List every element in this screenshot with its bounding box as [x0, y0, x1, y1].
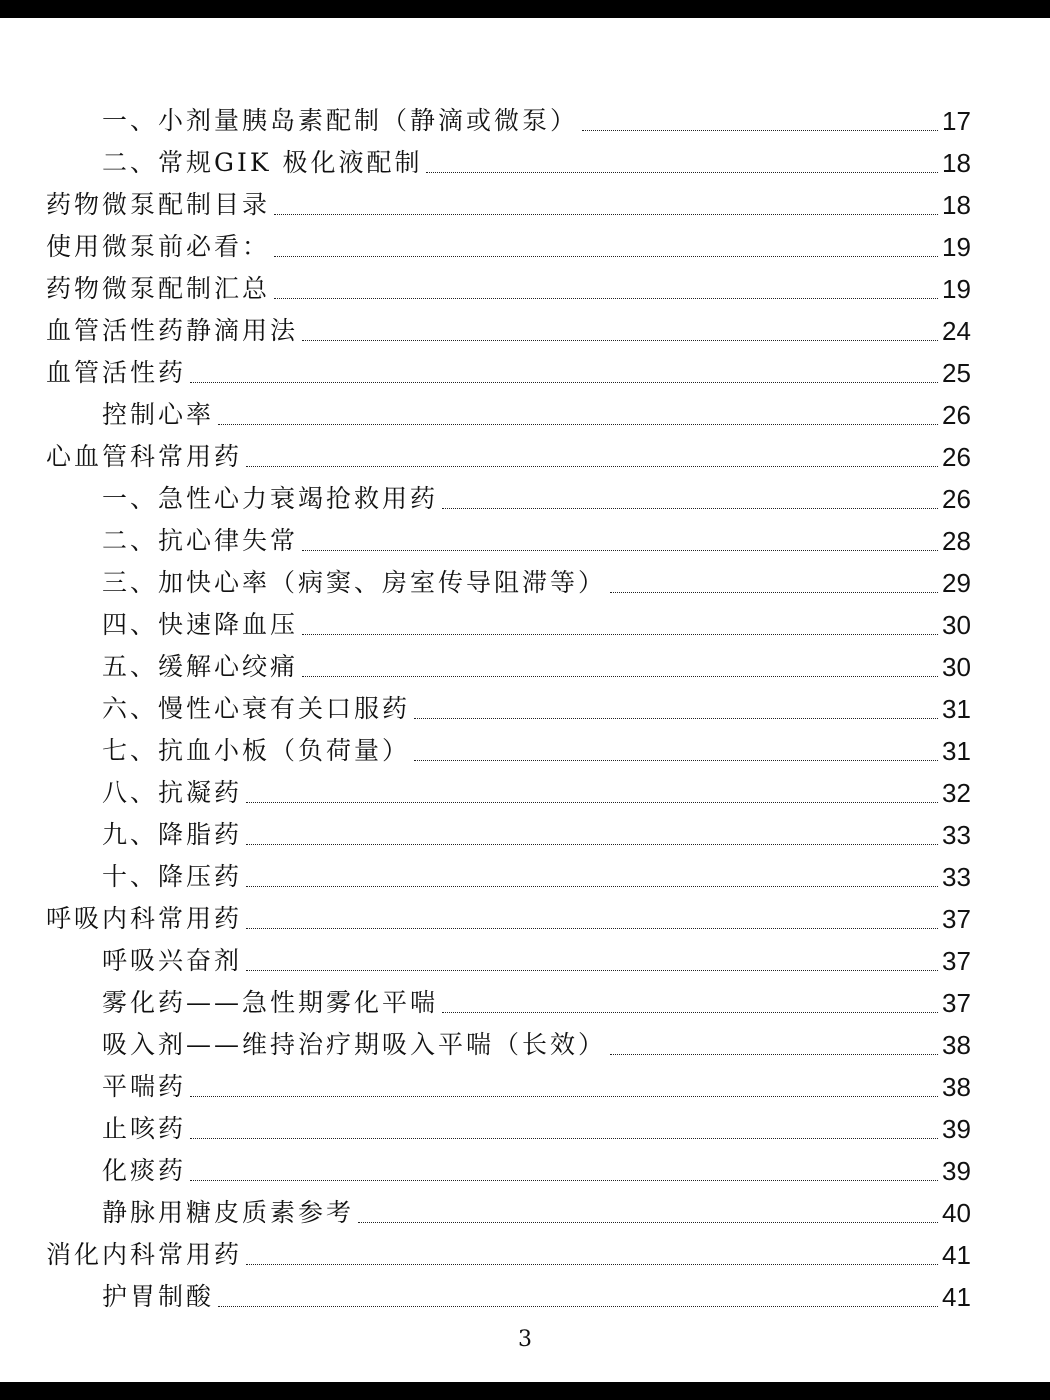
dot-leader: [190, 1179, 938, 1181]
dot-leader: [274, 255, 938, 257]
dot-leader: [190, 381, 938, 383]
toc-entry-title: 雾化药——急性期雾化平喘: [102, 988, 439, 1017]
toc-entry-page-number: 33: [942, 820, 971, 850]
toc-entry-page-number: 19: [942, 232, 971, 262]
toc-entry-page-number: 25: [942, 358, 971, 388]
toc-entry[interactable]: [0, 184, 1050, 226]
toc-entry-title: 药物微泵配制汇总: [46, 274, 271, 303]
toc-entry[interactable]: [0, 982, 1050, 1024]
toc-entry[interactable]: [0, 1192, 1050, 1234]
table-of-contents: [0, 100, 1050, 1318]
dot-leader: [246, 465, 938, 467]
toc-entry[interactable]: [0, 856, 1050, 898]
toc-entry-title: 十、降压药: [102, 862, 243, 891]
toc-entry-page-number: 38: [942, 1072, 971, 1102]
toc-entry-page-number: 38: [942, 1030, 971, 1060]
dot-leader: [246, 885, 938, 887]
toc-entry-title: 控制心率: [102, 400, 215, 429]
toc-entry-page-number: 31: [942, 736, 971, 766]
toc-entry[interactable]: [0, 772, 1050, 814]
page-number: 3: [518, 1327, 532, 1352]
dot-leader: [246, 801, 938, 803]
toc-entry[interactable]: [0, 1234, 1050, 1276]
bottom-black-bar: [0, 1382, 1050, 1400]
toc-entry-title: 呼吸内科常用药: [46, 904, 243, 933]
toc-entry[interactable]: [0, 730, 1050, 772]
toc-entry-title: 心血管科常用药: [46, 442, 243, 471]
dot-leader: [274, 297, 938, 299]
toc-entry-title: 二、常规GIK 极化液配制: [102, 148, 423, 177]
toc-entry[interactable]: [0, 1024, 1050, 1066]
toc-entry-page-number: 41: [942, 1240, 971, 1270]
dot-leader: [442, 507, 938, 509]
toc-entry[interactable]: [0, 604, 1050, 646]
toc-entry-page-number: 24: [942, 316, 971, 346]
toc-entry-title: 吸入剂——维持治疗期吸入平喘（长效）: [102, 1030, 607, 1059]
toc-entry[interactable]: [0, 688, 1050, 730]
toc-entry-page-number: 37: [942, 988, 971, 1018]
dot-leader: [414, 759, 938, 761]
dot-leader: [218, 1305, 938, 1307]
toc-entry-title: 使用微泵前必看：: [46, 232, 271, 261]
dot-leader: [302, 675, 938, 677]
toc-entry-title: 静脉用糖皮质素参考: [102, 1198, 355, 1227]
toc-entry-page-number: 18: [942, 148, 971, 178]
toc-entry-title: 一、急性心力衰竭抢救用药: [102, 484, 439, 513]
toc-entry[interactable]: [0, 520, 1050, 562]
dot-leader: [358, 1221, 938, 1223]
toc-entry-title: 三、加快心率（病窦、房室传导阻滞等）: [102, 568, 607, 597]
toc-entry-title: 止咳药: [102, 1114, 187, 1143]
toc-entry-page-number: 30: [942, 652, 971, 682]
toc-entry[interactable]: [0, 646, 1050, 688]
dot-leader: [610, 1053, 938, 1055]
toc-entry-page-number: 26: [942, 442, 971, 472]
toc-entry-page-number: 40: [942, 1198, 971, 1228]
toc-entry-page-number: 17: [942, 106, 971, 136]
toc-entry-page-number: 26: [942, 400, 971, 430]
dot-leader: [302, 633, 938, 635]
top-black-bar: [0, 0, 1050, 18]
toc-entry-title: 血管活性药静滴用法: [46, 316, 299, 345]
toc-entry-title: 护胃制酸: [102, 1282, 215, 1311]
toc-entry-page-number: 29: [942, 568, 971, 598]
toc-entry-page-number: 37: [942, 946, 971, 976]
dot-leader: [302, 549, 938, 551]
toc-entry-page-number: 37: [942, 904, 971, 934]
toc-entry-page-number: 28: [942, 526, 971, 556]
toc-entry-title: 六、慢性心衰有关口服药: [102, 694, 411, 723]
toc-entry[interactable]: [0, 562, 1050, 604]
dot-leader: [246, 927, 938, 929]
toc-entry[interactable]: [0, 898, 1050, 940]
toc-entry-title: 八、抗凝药: [102, 778, 243, 807]
dot-leader: [190, 1095, 938, 1097]
toc-entry[interactable]: [0, 1108, 1050, 1150]
dot-leader: [414, 717, 938, 719]
toc-entry[interactable]: [0, 394, 1050, 436]
toc-entry-title: 呼吸兴奋剂: [102, 946, 243, 975]
toc-entry[interactable]: [0, 142, 1050, 184]
toc-entry-title: 七、抗血小板（负荷量）: [102, 736, 411, 765]
toc-entry[interactable]: [0, 436, 1050, 478]
dot-leader: [302, 339, 938, 341]
toc-entry[interactable]: [0, 814, 1050, 856]
dot-leader: [246, 843, 938, 845]
toc-entry-page-number: 19: [942, 274, 971, 304]
toc-entry-page-number: 39: [942, 1156, 971, 1186]
toc-entry-title: 化痰药: [102, 1156, 187, 1185]
toc-entry-page-number: 26: [942, 484, 971, 514]
toc-entry-title: 二、抗心律失常: [102, 526, 299, 555]
toc-entry-page-number: 39: [942, 1114, 971, 1144]
toc-entry[interactable]: [0, 268, 1050, 310]
dot-leader: [426, 171, 938, 173]
dot-leader: [246, 969, 938, 971]
dot-leader: [610, 591, 938, 593]
toc-entry-title: 血管活性药: [46, 358, 187, 387]
toc-entry[interactable]: [0, 100, 1050, 142]
toc-entry[interactable]: [0, 1066, 1050, 1108]
toc-entry[interactable]: [0, 226, 1050, 268]
toc-entry[interactable]: [0, 352, 1050, 394]
toc-entry-page-number: 33: [942, 862, 971, 892]
toc-entry-page-number: 30: [942, 610, 971, 640]
dot-leader: [442, 1011, 938, 1013]
toc-entry[interactable]: [0, 478, 1050, 520]
toc-entry[interactable]: [0, 940, 1050, 982]
toc-entry-title: 九、降脂药: [102, 820, 243, 849]
toc-entry-title: 一、小剂量胰岛素配制（静滴或微泵）: [102, 106, 579, 135]
toc-entry[interactable]: [0, 310, 1050, 352]
toc-entry-title: 五、缓解心绞痛: [102, 652, 299, 681]
toc-entry-page-number: 41: [942, 1282, 971, 1312]
toc-entry-title: 消化内科常用药: [46, 1240, 243, 1269]
toc-entry-page-number: 32: [942, 778, 971, 808]
toc-entry-page-number: 31: [942, 694, 971, 724]
toc-entry-page-number: 18: [942, 190, 971, 220]
dot-leader: [218, 423, 938, 425]
dot-leader: [190, 1137, 938, 1139]
dot-leader: [274, 213, 938, 215]
toc-entry[interactable]: [0, 1150, 1050, 1192]
dot-leader: [582, 129, 938, 131]
toc-entry-title: 药物微泵配制目录: [46, 190, 271, 219]
toc-entry[interactable]: [0, 1276, 1050, 1318]
toc-entry-title: 四、快速降血压: [102, 610, 299, 639]
toc-entry-title: 平喘药: [102, 1072, 187, 1101]
dot-leader: [246, 1263, 938, 1265]
